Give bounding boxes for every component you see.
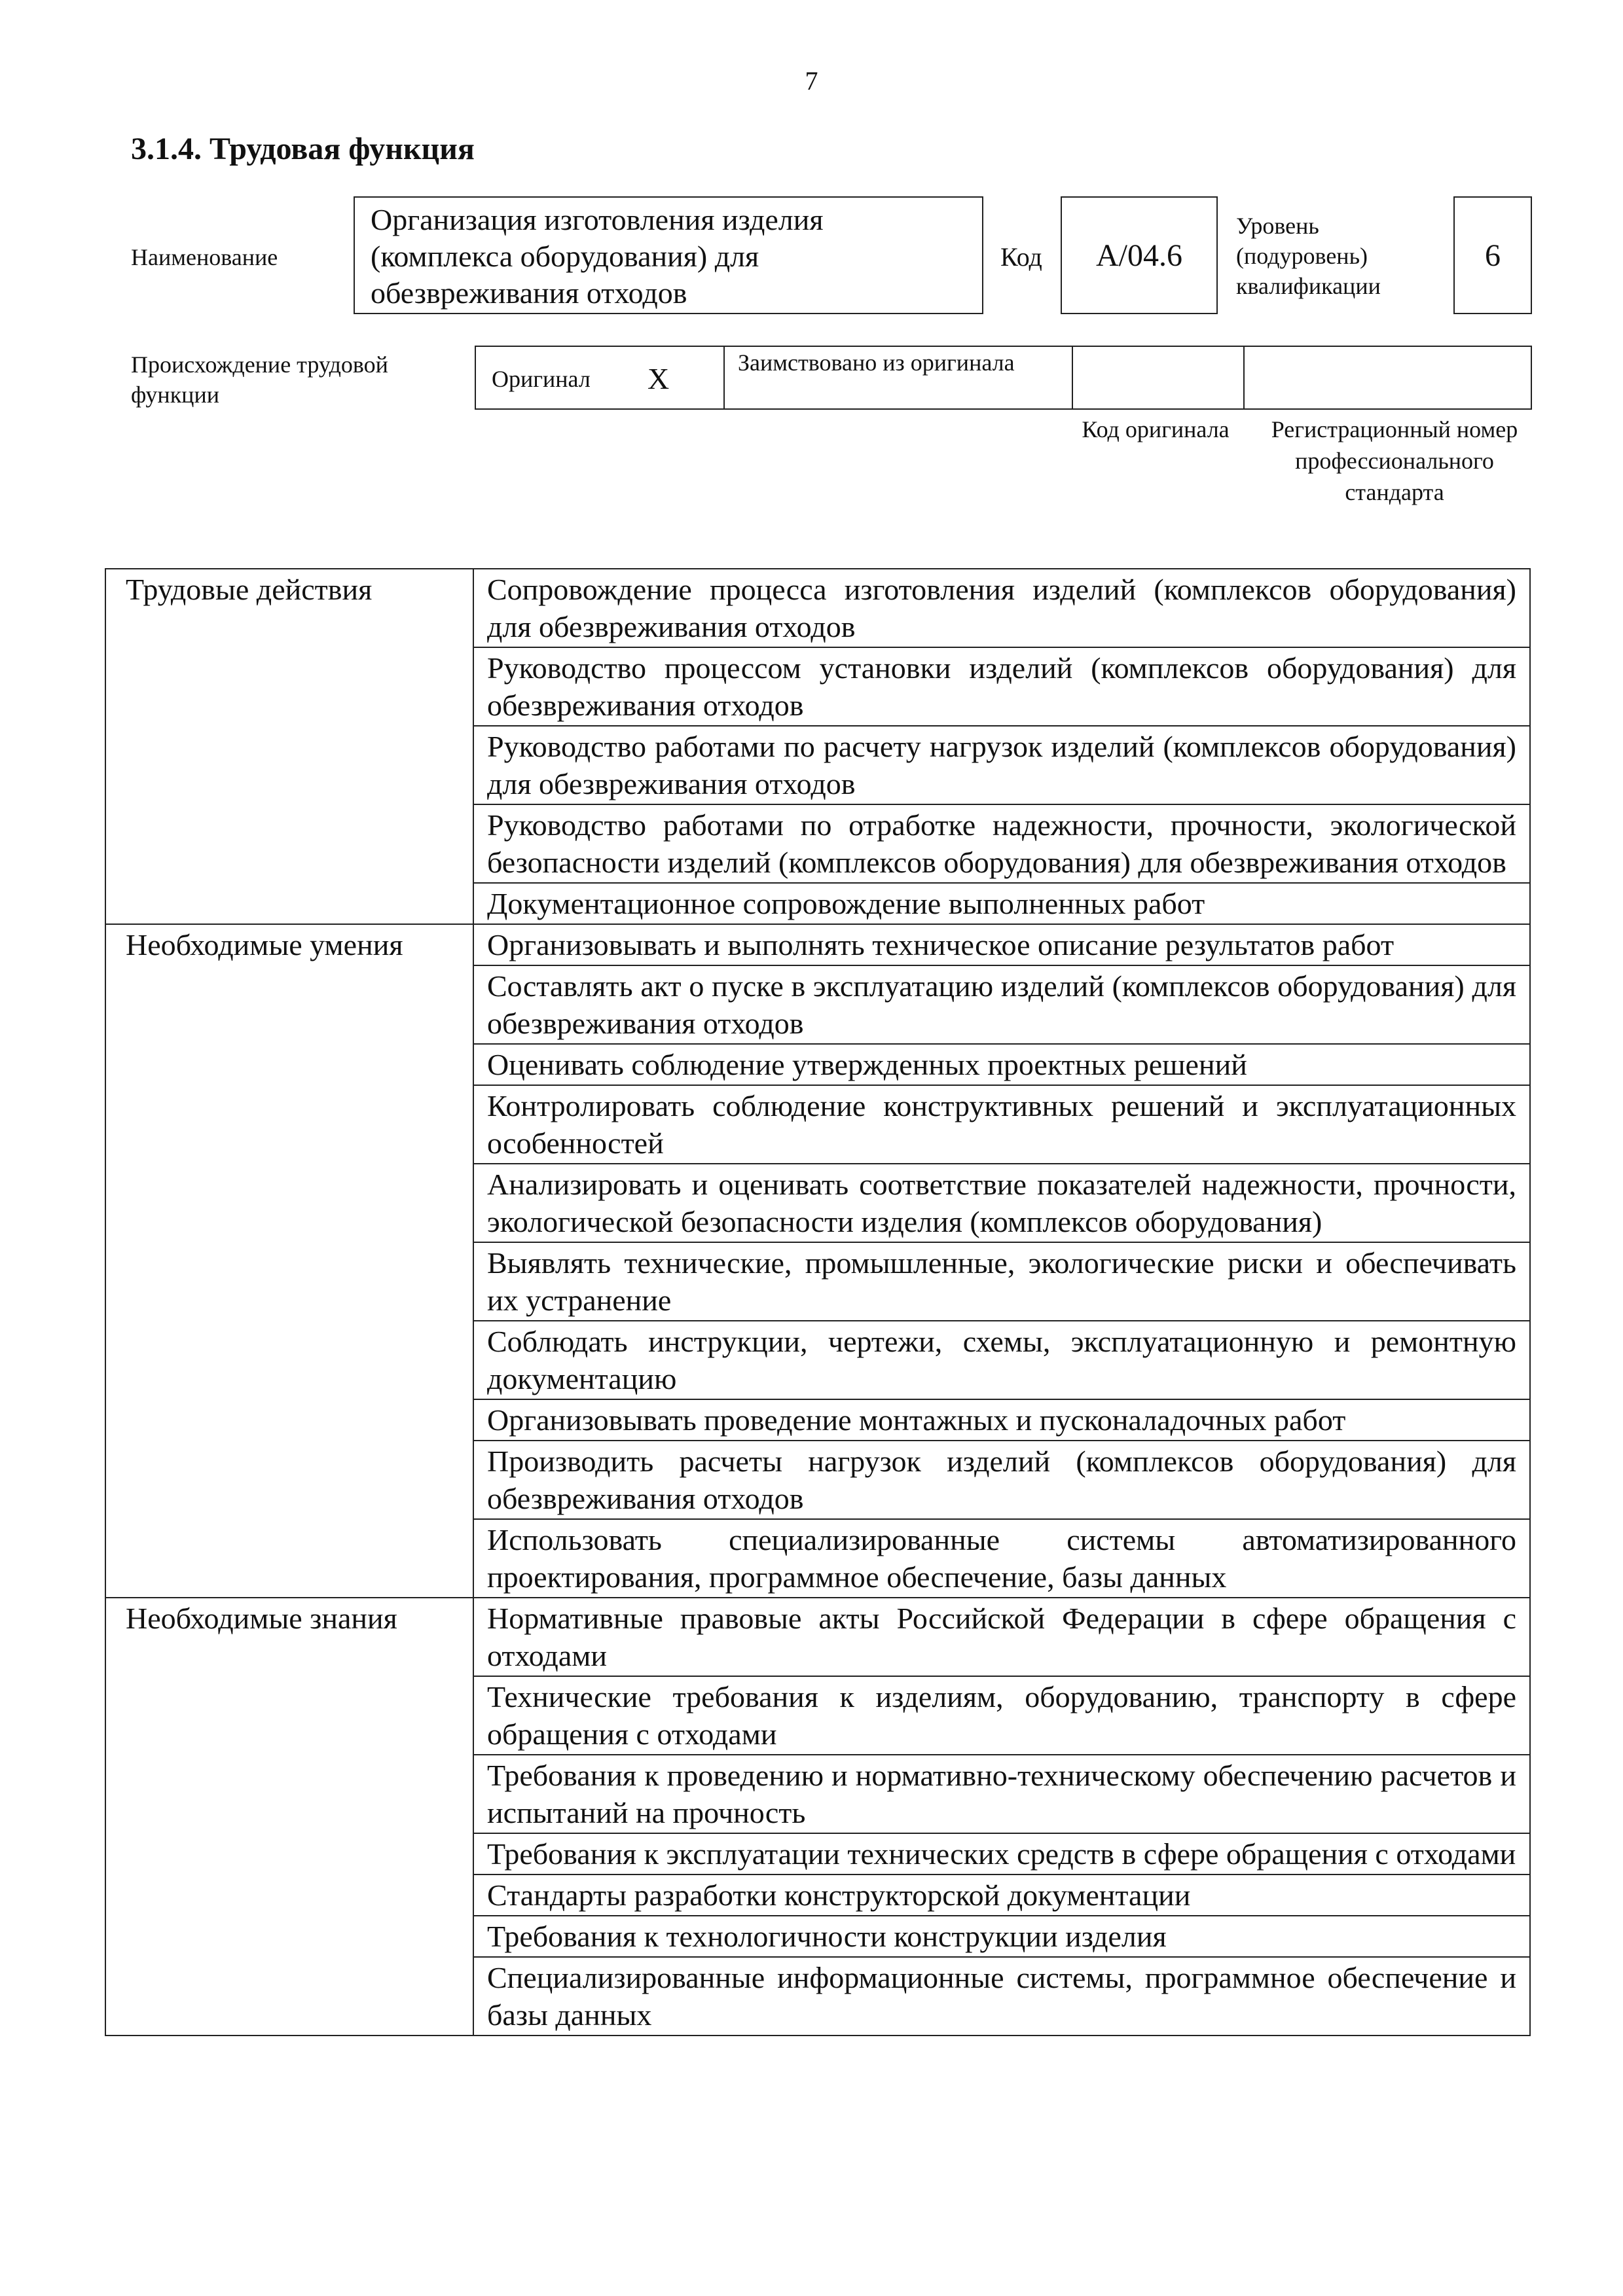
table-cell: Контролировать соблюдение конструктивных решений и эксплуатационных особенностей <box>473 1085 1530 1164</box>
original-mark: X <box>647 362 670 395</box>
level-value: 6 <box>1453 196 1532 314</box>
reg-number-caption: Регистрационный номер профессионального стандарта <box>1271 416 1518 505</box>
table-cell: Составлять акт о пуске в эксплуатацию изделий (комплексов оборудования) для обезвреживания отходов <box>473 965 1530 1044</box>
table-cell: Руководство процессом установки изделий (комплексов оборудования) для обезвреживания отходов <box>473 647 1530 726</box>
original-cell <box>476 347 725 408</box>
category-knowledge: Необходимые знания <box>105 1598 473 2036</box>
labor-function-table <box>105 568 1531 2036</box>
table-cell: Организовывать проведение монтажных и пусконаладочных работ <box>473 1399 1530 1441</box>
code-value: А/04.6 <box>1061 196 1218 314</box>
table-cell: Использовать специализированные системы автоматизированного проектирования, программное обеспечение, базы данных <box>473 1519 1530 1598</box>
section-title: 3.1.4. Трудовая функция <box>131 132 475 166</box>
table-row <box>105 924 1530 965</box>
original-label: Оригинал <box>492 366 591 392</box>
table-cell: Стандарты разработки конструкторской документации <box>473 1874 1530 1916</box>
table-cell: Руководство работами по отработке надежности, прочности, экологической безопасности изделий (комплексов оборудования) для обезвреживания отходов <box>473 804 1530 883</box>
table-cell: Требования к технологичности конструкции изделия <box>473 1916 1530 1957</box>
table-cell: Руководство работами по расчету нагрузок изделий (комплексов оборудования) для обезвреживания отходов <box>473 726 1530 804</box>
original-code-cell <box>1073 347 1245 408</box>
code-original-caption: Код оригинала <box>1082 416 1230 442</box>
table-cell: Нормативные правовые акты Российской Федерации в сфере обращения с отходами <box>473 1598 1530 1676</box>
table-cell: Оценивать соблюдение утвержденных проектных решений <box>473 1044 1530 1085</box>
name-label: Наименование <box>131 244 278 270</box>
code-label: Код <box>1000 242 1042 272</box>
table-row <box>105 1598 1530 1676</box>
origin-table <box>475 346 1532 410</box>
name-value: Организация изготовления изделия (комплекса оборудования) для обезвреживания отходов <box>354 196 983 314</box>
table-row <box>105 569 1530 647</box>
table-cell: Требования к эксплуатации технических средств в сфере обращения с отходами <box>473 1833 1530 1874</box>
table-cell: Производить расчеты нагрузок изделий (комплексов оборудования) для обезвреживания отходов <box>473 1441 1530 1519</box>
origin-label: Происхождение трудовой функции <box>131 351 388 408</box>
category-actions: Трудовые действия <box>105 569 473 924</box>
page-number: 7 <box>805 66 818 96</box>
borrowed-label: Заимствовано из оригинала <box>725 347 1073 408</box>
level-label: Уровень (подуровень) квалификации <box>1236 213 1381 299</box>
table-cell: Организовывать и выполнять техническое описание результатов работ <box>473 924 1530 965</box>
category-skills: Необходимые умения <box>105 924 473 1598</box>
table-cell: Технические требования к изделиям, оборудованию, транспорту в сфере обращения с отходами <box>473 1676 1530 1755</box>
reg-number-cell <box>1245 347 1531 408</box>
table-cell: Специализированные информационные системы, программное обеспечение и базы данных <box>473 1957 1530 2036</box>
table-cell: Документационное сопровождение выполненных работ <box>473 883 1530 924</box>
table-cell: Сопровождение процесса изготовления изделий (комплексов оборудования) для обезвреживания отходов <box>473 569 1530 647</box>
table-cell: Требования к проведению и нормативно-техническому обеспечению расчетов и испытаний на прочность <box>473 1755 1530 1833</box>
table-cell: Соблюдать инструкции, чертежи, схемы, эксплуатационную и ремонтную документацию <box>473 1321 1530 1399</box>
table-cell: Анализировать и оценивать соответствие показателей надежности, прочности, экологической безопасности изделия (комплексов оборудования) <box>473 1164 1530 1242</box>
table-cell: Выявлять технические, промышленные, экологические риски и обеспечивать их устранение <box>473 1242 1530 1321</box>
